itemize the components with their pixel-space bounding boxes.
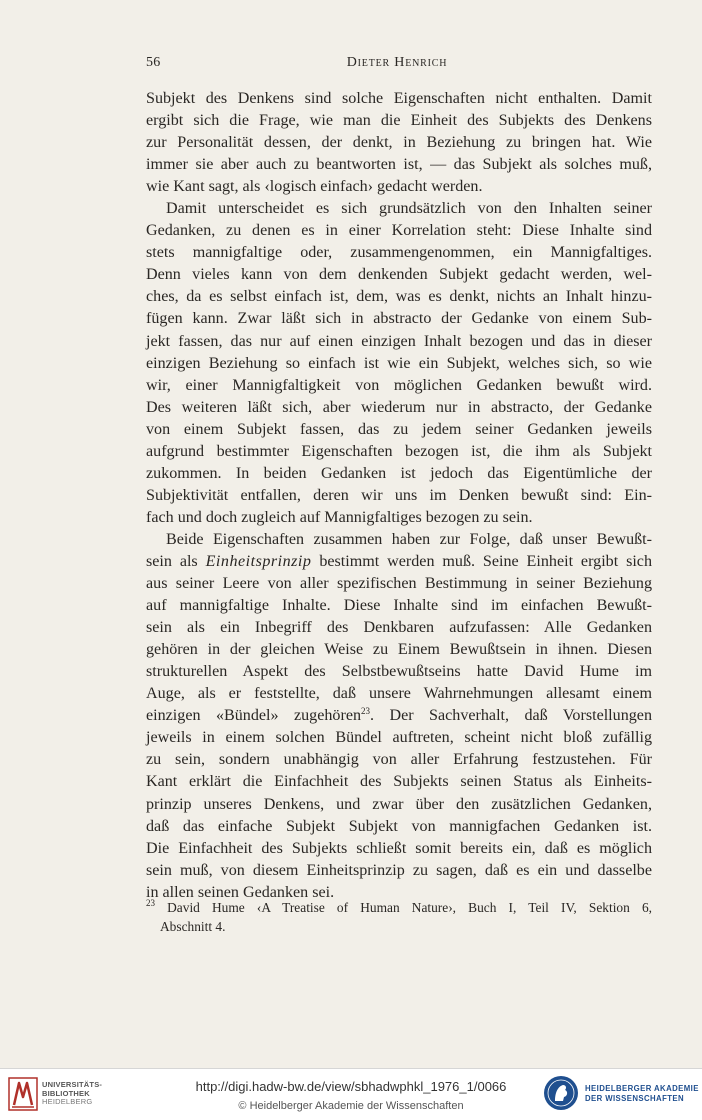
academy-name-line: DER WISSENSCHAFTEN — [585, 1093, 685, 1103]
text-fragment: bestimmt werden muß. Seine Einheit ergibt sich — [311, 552, 652, 570]
footnote-line: Abschnitt 4. — [160, 918, 226, 934]
text-line: gehören in der gleichen Weise zu Einem Bewußtsein in ihnen. Diesen — [146, 641, 652, 659]
text-line: zur Personalität dessen, der denkt, in Beziehung zu bringen hat. Wie — [146, 134, 652, 152]
text-line: Beide Eigenschaften zusammen haben zur Folge, daß unser Bewußt- — [166, 530, 652, 548]
running-head: Dieter Henrich — [346, 55, 448, 70]
text-line: aus seiner Leere von aller spezifischen Bestimmung in seiner Beziehung — [146, 575, 652, 593]
text-line — [146, 705, 652, 727]
text-line: sein als ein Inbegriff des Denkbaren aufzufassen: Alle Gedanken — [146, 619, 652, 637]
footnote-reference: 23 — [361, 706, 371, 717]
text-line: Des weiteren läßt sich, aber wiederum nur in abstracto, der Gedanke — [146, 398, 652, 416]
text-line: ches, da es selbst einfach ist, dem, was es denkt, nichts an Inhalt hinzu- — [146, 288, 652, 306]
text-line: von einem Subjekt fassen, das zu jedem seiner Gedanken jeweils — [146, 420, 652, 438]
document-url-link[interactable]: http://digi.hadw-bw.de/view/sbhadwphkl_1976_1/0066 — [195, 1079, 507, 1094]
text-line: Die Einfachheit des Subjekts schließt somit bereits ein, daß es möglich — [146, 839, 652, 857]
text-line: in allen seinen Gedanken sei. — [146, 883, 335, 901]
page-number: 56 — [146, 55, 161, 70]
text-fragment: sein als — [146, 552, 206, 570]
text-line: stets mannigfaltige oder, zusammengenommen, ein Mannigfaltiges. — [146, 244, 652, 262]
text-line: wie Kant sagt, als ‹logisch einfach› gedacht werden. — [146, 178, 483, 196]
text-line: wir, einer Mannigfaltigkeit von möglichen Gedanken bewußt wird. — [146, 376, 652, 394]
text-fragment: einzigen «Bündel» zugehören — [146, 707, 362, 725]
text-line: jekt fassen, das nur auf einen einzigen Inhalt bezogen und das in dieser — [146, 332, 652, 350]
footnote — [146, 899, 652, 936]
text-line: ergibt sich die Frage, wie man die Einheit des Subjekts des Denkens — [146, 112, 652, 130]
text-line: Damit unterscheidet es sich grundsätzlich von den Inhalten seiner — [166, 200, 652, 218]
academy-name-line: HEIDELBERGER AKADEMIE — [585, 1084, 699, 1093]
text-line: strukturellen Aspekt des Selbstbewußtseins hatte David Hume im — [146, 663, 652, 681]
copyright-notice: © Heidelberger Akademie der Wissenschaften — [238, 1100, 464, 1112]
text-line: Gedanken, zu denen es in einer Korrelation steht: Diese Inhalte sind — [146, 222, 652, 240]
page-header — [146, 55, 648, 77]
text-line: prinzip unseres Denkens, und zwar über den zusätzlichen Gedanken, — [146, 795, 652, 813]
text-line: auf mannigfaltige Inhalte. Diese Inhalte sind im einfachen Bewußt- — [146, 597, 652, 615]
text-line: einzigen Beziehung so einfach ist wie ein Subjekt, welches sich, so wie — [146, 354, 652, 372]
text-line — [146, 551, 652, 573]
text-line: immer sie aber auch zu beantworten ist, — das Subjekt als solches muß, — [146, 156, 652, 174]
library-name-line: BIBLIOTHEK — [42, 1088, 90, 1098]
footer-bar — [0, 1068, 702, 1120]
library-name-line: HEIDELBERG — [42, 1097, 93, 1107]
text-line: fach und doch zugleich auf Mannigfaltiges bezogen zu sein. — [146, 508, 533, 526]
text-fragment: . Der Sachverhalt, daß Vorstellungen — [370, 707, 652, 725]
text-line: Subjekt des Denkens sind solche Eigenschaften nicht enthalten. Damit — [146, 90, 652, 107]
text-line: Kant erklärt die Einfachheit des Subjekts seinen Status als Einheits- — [146, 773, 652, 791]
footnote-text: David Hume ‹A Treatise of Human Nature›, Buch I, Teil IV, Sektion 6, — [155, 900, 652, 915]
text-line: daß das einfache Subjekt Subjekt von mannigfachen Gedanken ist. — [146, 817, 652, 835]
academy-seal-icon — [543, 1075, 579, 1111]
footnote-line — [146, 899, 652, 918]
footnote-marker: 23 — [146, 898, 155, 908]
italic-term: Einheitsprinzip — [205, 552, 312, 570]
text-line: fügen kann. Zwar läßt sich in abstracto der Gedanke von einem Sub- — [146, 310, 652, 328]
library-name-line: UNIVERSITÄTS- — [42, 1080, 103, 1089]
text-line: zu sein, sondern unabhängig von aller Erfahrung festzustehen. Für — [146, 751, 652, 769]
text-line: aufgrund bestimmter Eigenschaften bezogen ist, die ihm als Subjekt — [146, 442, 652, 460]
text-line: Auge, als er feststellte, daß unsere Wahrnehmungen allesamt einem — [146, 685, 652, 703]
text-line: Subjektivität entfallen, deren wir uns im Denken bewußt sind: Ein- — [146, 486, 652, 504]
text-line: sein muß, von diesem Einheitsprinzip zu sagen, daß es ein und dasselbe — [146, 861, 652, 879]
text-line: zukommen. In beiden Gedanken ist jedoch das Eigentümliche der — [146, 464, 652, 482]
text-line: Denn vieles kann von dem denkenden Subjekt gedacht werden, wel- — [146, 266, 652, 284]
body-text — [146, 88, 652, 904]
text-line: jeweils in einem solchen Bündel auftreten, scheint nicht bloß zufällig — [146, 729, 652, 747]
academy-name — [585, 1084, 699, 1103]
